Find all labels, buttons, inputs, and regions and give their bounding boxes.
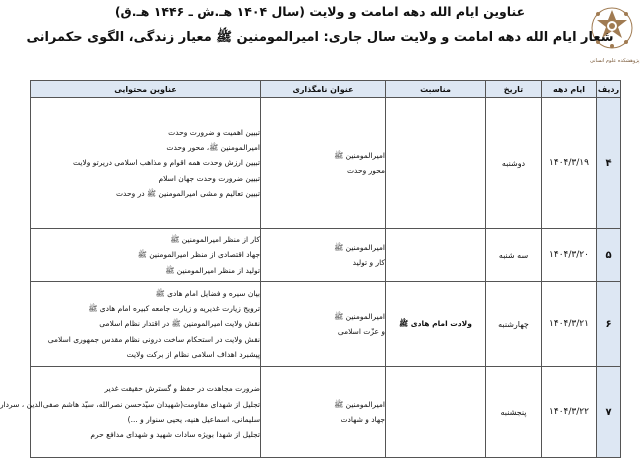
topic-line: تجلیل از شهدا بویژه سادات شهید و شهدای مدافع حرم [90,430,260,440]
topic-line: تجلیل از شهدای مقاومت(شهیدان سیّدحسن نصرالله، سیّد هاشم صفی‌الدین ، سردار [0,399,260,409]
row-topics [0,367,261,458]
row-occasion [386,229,486,282]
logo-caption: پژوهشکده علوم انسانی [590,58,640,64]
theme-line: امیرالمومنین ﷺ [334,151,385,160]
row-occasion: ولادت امام هادی ﷺ [386,282,486,367]
row-date: ۱۴۰۴/۳/۲۰ [542,229,597,282]
topic-line: تبیین ضرورت وحدت جهان اسلام [158,173,260,183]
row-theme [261,367,386,458]
topic-line: تبیین تعالیم و مشی امیرالمومنین ﷺ در وحدت [116,188,260,198]
table-header-row [31,81,621,98]
topic-line: ضرورت مجاهدت در حفظ و گسترش حقیقت غدیر [104,384,260,394]
page-title: عناوین ایام الله دهه امامت و ولایت (سال ۱۴۰۴ هـ.ش ـ ۱۴۴۶ هـ.ق) [114,4,526,19]
topic-line: امیرالمومنین ﷺ، محور وحدت [166,143,260,153]
row-date: ۱۴۰۴/۳/۲۱ [542,282,597,367]
topic-line: ترویج زیارت غدیریه و زیارت جامعه کبیره امام هادی ﷺ [88,304,260,314]
row-theme [261,282,386,367]
topic-line: نقش ولایت امیرالمومنین ﷺ در اقتدار نظام اسلامی [99,319,260,329]
header-occasion: مناسبت [386,81,486,98]
row-day: دوشنبه [486,98,542,229]
theme-line: کار و تولید [352,258,385,267]
row-occasion [386,367,486,458]
row-topics [31,229,261,282]
theme-line: امیرالمومنین ﷺ [334,400,385,409]
row-topics [31,98,261,229]
header-row-number: ردیف [597,81,621,98]
header-date: تاریخ [486,81,542,98]
topic-line: تولید از منظر امیرالمومنین ﷺ [165,265,260,275]
topic-line: تبیین ارزش وحدت همه اقوام و مذاهب اسلامی دریرتو ولایت [73,158,260,168]
theme-line: محور وحدت [347,166,385,175]
row-day: پنجشنبه [486,367,542,458]
table-row [31,367,621,458]
row-number: ۷ [597,367,621,458]
row-day: چهارشنبه [486,282,542,367]
topic-line: پیشبرد اهداف اسلامی نظام از برکت ولایت [126,349,260,359]
row-date: ۱۴۰۴/۳/۲۲ [542,367,597,458]
theme-line: و عزّت اسلامی [337,327,385,336]
row-number: ۶ [597,282,621,367]
row-occasion [386,98,486,229]
header-theme-title: عنوان نامگذاری [261,81,386,98]
topic-line: کار از منظر امیرالمومنین ﷺ [170,235,260,245]
theme-line: امیرالمومنین ﷺ [334,243,385,252]
row-date: ۱۴۰۴/۳/۱۹ [542,98,597,229]
row-theme [261,98,386,229]
schedule-table [0,80,621,458]
row-number: ۵ [597,229,621,282]
topic-line: تبیین اهمیت و ضرورت وحدت [168,127,260,137]
theme-line: امیرالمومنین ﷺ [334,312,385,321]
row-number: ۴ [597,98,621,229]
header-content-topics: عناوین محتوایی [31,81,261,98]
topic-line: سلیمانی، اسماعیل هنیه، یحیی سنوار و ...) [127,415,260,424]
topic-line: نقش ولایت در استحکام ساخت درونی نظام مقدس جمهوری اسلامی [47,334,260,344]
table-row [31,229,621,282]
table-row [31,282,621,367]
row-theme [261,229,386,282]
page-subtitle: شعار ایام الله دهه امامت و ولایت سال جاری: امیرالمومنین ﷺ معیار زندگی، الگوی حکمرانی [26,30,614,45]
theme-line: جهاد و شهادت [340,415,385,424]
header-decade-day: ایام دهه [542,81,597,98]
row-day: سه شنبه [486,229,542,282]
topic-line: بیان سیره و فضایل امام هادی ﷺ [155,288,260,298]
row-topics [31,282,261,367]
table-row [31,98,621,229]
topic-line: جهاد اقتصادی از منظر امیرالمومنین ﷺ [137,250,260,260]
